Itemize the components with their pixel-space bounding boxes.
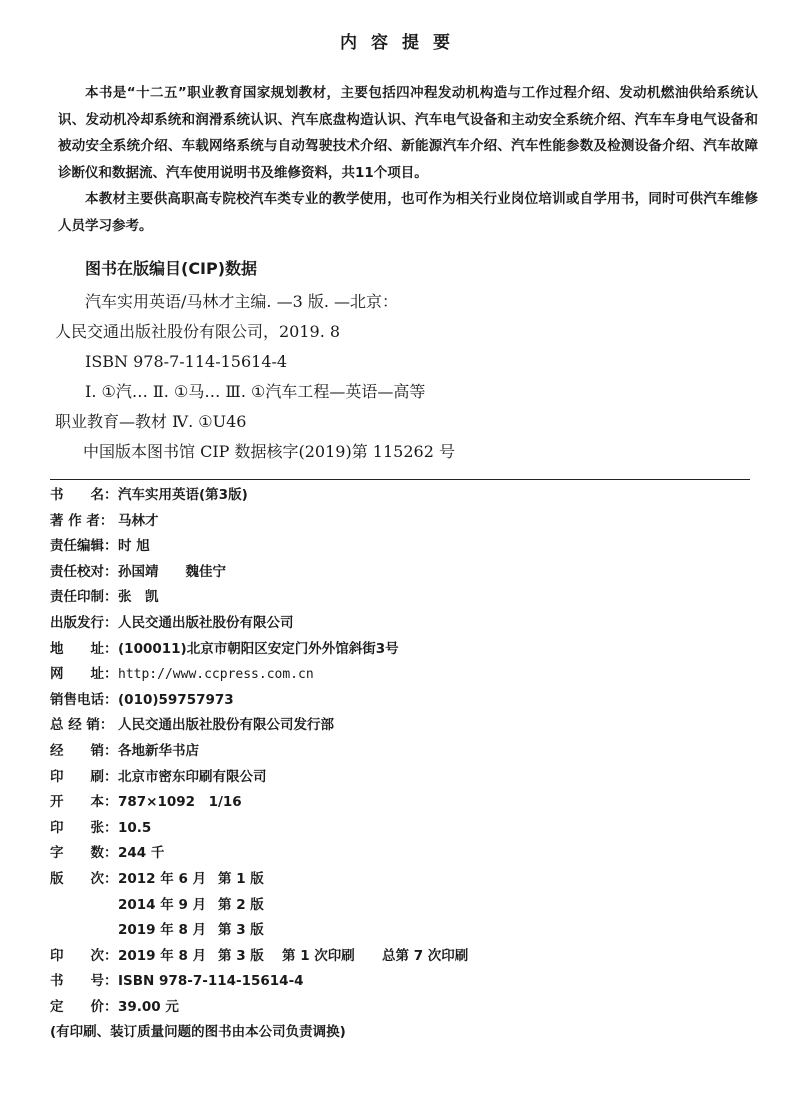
- meta-row-book-name: [50, 483, 750, 509]
- meta-label: 责任编辑：: [50, 538, 118, 555]
- edition-number: 第 1 版: [218, 870, 264, 887]
- meta-value: [118, 893, 264, 919]
- meta-row-distributor: [50, 713, 750, 739]
- meta-value: 马林才: [118, 512, 159, 529]
- meta-row-impression: [50, 944, 750, 970]
- edition-date: 2012 年 6 月: [118, 870, 207, 887]
- meta-row-phone: [50, 688, 750, 714]
- cip-line: 人民交通出版社股份有限公司，2019. 8: [55, 322, 341, 341]
- meta-value: 244 千: [118, 845, 165, 862]
- meta-label: 印 张：: [50, 819, 118, 836]
- meta-row-isbn: [50, 969, 750, 995]
- divider: [50, 479, 750, 480]
- meta-value: 北京市密东印刷有限公司: [118, 768, 267, 785]
- meta-row-publisher: [50, 611, 750, 637]
- cip-heading: 图书在版编目(CIP)数据: [85, 259, 258, 278]
- meta-row-printing-charge: [50, 585, 750, 611]
- meta-value: [118, 867, 264, 893]
- meta-label: 开 本：: [50, 794, 118, 811]
- meta-row-price: [50, 995, 750, 1021]
- meta-label: 责任印制：: [50, 589, 118, 606]
- cip-block: [55, 287, 755, 467]
- page-title: 内容提要: [340, 33, 464, 53]
- edition-number: 第 2 版: [218, 896, 264, 913]
- meta-value: [118, 918, 264, 944]
- meta-label: 出版发行：: [50, 614, 118, 631]
- meta-row-edition: [50, 893, 750, 919]
- impression-print: 第 1 次印刷: [282, 947, 355, 964]
- meta-label: 印 次：: [50, 947, 118, 964]
- meta-row-format: [50, 790, 750, 816]
- meta-row-edition: [50, 867, 750, 893]
- meta-row-printer: [50, 765, 750, 791]
- publication-details: [50, 483, 750, 1046]
- meta-value: 人民交通出版社股份有限公司发行部: [118, 717, 334, 734]
- meta-row-words: [50, 841, 750, 867]
- meta-value: 39.00 元: [118, 998, 179, 1015]
- impression-total: 总第 7 次印刷: [382, 947, 469, 964]
- meta-row-address: [50, 637, 750, 663]
- edition-date: 2014 年 9 月: [118, 896, 207, 913]
- meta-value: 人民交通出版社股份有限公司: [118, 614, 294, 631]
- meta-value: (100011)北京市朝阳区安定门外外馆斜街3号: [118, 640, 399, 657]
- meta-value: 10.5: [118, 819, 152, 836]
- cip-line: 汽车实用英语/马林才主编. —3 版. —北京：: [85, 292, 399, 311]
- meta-value: [118, 944, 468, 970]
- meta-value: 时 旭: [118, 538, 150, 555]
- meta-label: 责任校对：: [50, 563, 118, 580]
- meta-label: 书 名：: [50, 487, 118, 503]
- meta-label: 经 销：: [50, 742, 118, 759]
- meta-row-edition: [50, 918, 750, 944]
- meta-label: 定 价：: [50, 998, 118, 1015]
- meta-row-sheets: [50, 816, 750, 842]
- cip-line: Ⅰ. ①汽… Ⅱ. ①马… Ⅲ. ①汽车工程—英语—高等: [85, 382, 426, 401]
- cip-line: 中国版本图书馆 CIP 数据核字(2019)第 115262 号: [83, 442, 455, 461]
- meta-label: 印 刷：: [50, 768, 118, 785]
- meta-value: 孙国靖 魏佳宁: [118, 563, 226, 580]
- meta-value: 787×1092 1/16: [118, 794, 242, 811]
- meta-row-editor: [50, 534, 750, 560]
- meta-label: 地 址：: [50, 640, 118, 657]
- meta-value: 汽车实用英语(第3版): [118, 487, 248, 503]
- summary-paragraph: 本书是“十二五”职业教育国家规划教材，主要包括四冲程发动机构造与工作过程介绍、发动机燃油供给系统认识、发动机冷却系统和润滑系统认识、汽车底盘构造认识、汽车电气设备和主动安全系统介绍、汽车车身电气设备和被动安全系统介绍、车载网络系统与自动驾驶技术介绍、新能源汽车介绍、汽车性能参数及检测设备介绍、汽车故障诊断仪和数据流、汽车使用说明书及维修资料，共11个项目。: [58, 85, 758, 181]
- meta-value: 各地新华书店: [118, 742, 199, 759]
- impression-edition: 第 3 版: [218, 947, 264, 964]
- meta-label: 总 经 销：: [50, 717, 114, 734]
- summary: [58, 80, 758, 239]
- meta-value: 张 凯: [118, 589, 159, 606]
- meta-label: 销售电话：: [50, 691, 118, 708]
- summary-paragraph: 本教材主要供高职高专院校汽车类专业的教学使用，也可作为相关行业岗位培训或自学用书，同时可供汽车维修人员学习参考。: [58, 191, 758, 234]
- meta-value: (010)59757973: [118, 691, 234, 708]
- meta-row-website: [50, 662, 750, 688]
- cip-line: ISBN 978-7-114-15614-4: [85, 352, 288, 371]
- meta-value: ISBN 978-7-114-15614-4: [118, 973, 304, 990]
- meta-label: 著 作 者：: [50, 512, 114, 529]
- edition-number: 第 3 版: [218, 922, 264, 939]
- meta-label: 网 址：: [50, 666, 118, 683]
- meta-label: 字 数：: [50, 845, 118, 862]
- edition-date: 2019 年 8 月: [118, 922, 207, 939]
- meta-row-proofreader: [50, 560, 750, 586]
- cip-line: 职业教育—教材 Ⅳ. ①U46: [55, 412, 247, 431]
- meta-row-seller: [50, 739, 750, 765]
- meta-label: 书 号：: [50, 973, 118, 990]
- quality-note: (有印刷、装订质量问题的图书由本公司负责调换): [50, 1024, 346, 1041]
- meta-label: 版 次：: [50, 870, 118, 887]
- meta-value: http://www.ccpress.com.cn: [118, 667, 314, 683]
- impression-date: 2019 年 8 月: [118, 947, 207, 964]
- meta-row-author: [50, 509, 750, 535]
